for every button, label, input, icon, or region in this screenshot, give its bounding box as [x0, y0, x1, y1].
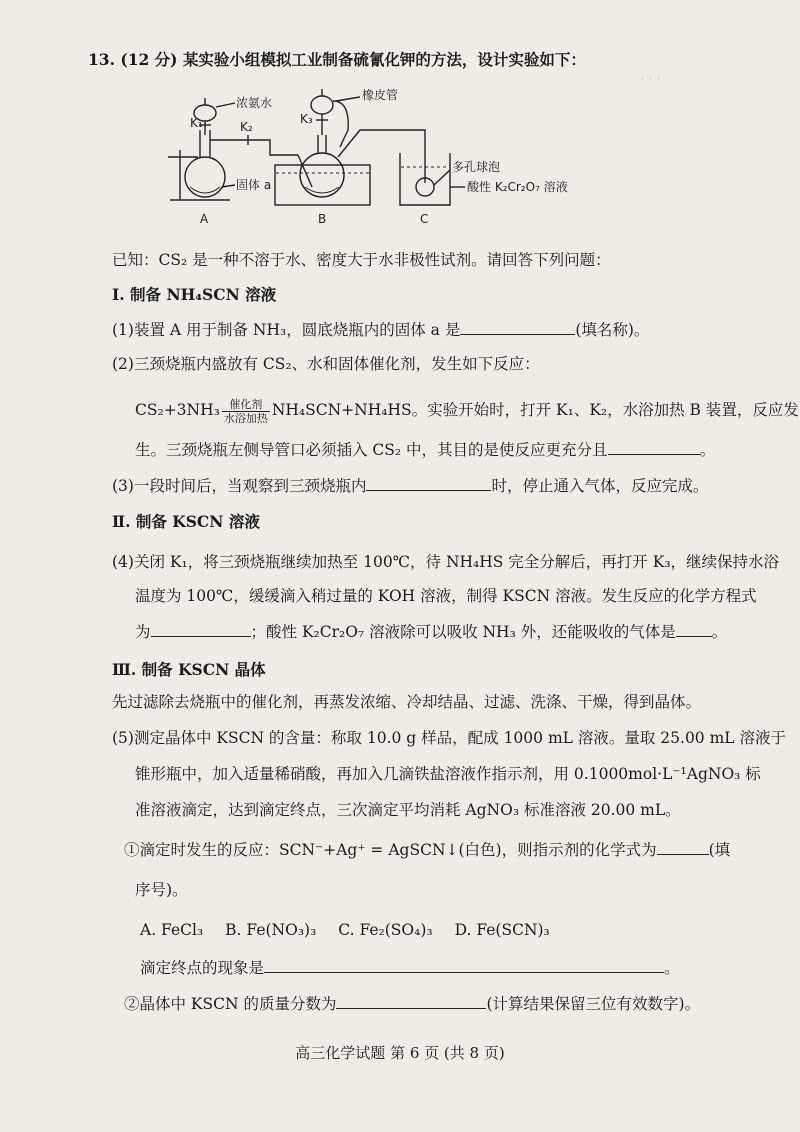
q5-1-suffix: (填 [708, 841, 731, 859]
q1-text: (1)装置 A 用于制备 NH₃，圆底烧瓶内的固体 a 是 [112, 321, 461, 339]
eq-products: NH₄SCN+NH₄HS。实验开始时，打开 K₁、K₂，水浴加热 B 装置，反应发 [271, 401, 799, 419]
answer-blank-5b[interactable] [264, 958, 664, 973]
label-porous-bulb: 多孔球泡 [452, 160, 501, 174]
question-5-1-cont: 序号)。 [135, 881, 188, 899]
label-a: A [200, 212, 209, 226]
eq-conditions [222, 398, 270, 425]
q3-text: (3)一段时间后，当观察到三颈烧瓶内 [112, 477, 367, 495]
label-c: C [420, 212, 429, 226]
section-3-title: Ⅲ. 制备 KSCN 晶体 [112, 660, 266, 679]
answer-blank-3[interactable] [366, 476, 491, 491]
separatory-funnel-b [311, 96, 333, 114]
question-4-line2: 温度为 100℃，缓缓滴入稍过量的 KOH 溶液，制得 KSCN 溶液。发生反应的化学方程式 [135, 587, 757, 605]
answer-blank-5c[interactable] [336, 994, 486, 1009]
label-k3: K₃ [300, 112, 313, 126]
reaction-equation [135, 396, 799, 424]
question-5-1 [124, 840, 730, 860]
question-5-line3: 准溶液滴定，达到滴定终点，三次滴定平均消耗 AgNO₃ 标准溶液 20.00 mL。 [135, 801, 681, 819]
label-acid-dichromate: 酸性 K₂Cr₂O₇ 溶液 [467, 180, 568, 194]
endpoint-text: 滴定终点的现象是 [140, 959, 265, 977]
question-4-line1: (4)关闭 K₁，将三颈烧瓶继续加热至 100℃，待 NH₄HS 完全分解后，再打开 K₃，继续保持水浴 [112, 553, 780, 571]
q3-suffix: 时，停止通入气体，反应完成。 [491, 477, 709, 495]
eq-reactants: CS₂+3NH₃ [135, 401, 220, 419]
answer-blank-4a[interactable] [151, 622, 251, 637]
known-info: 已知：CS₂ 是一种不溶于水、密度大于水非极性试剂。请回答下列问题： [112, 251, 611, 269]
section-2-title: Ⅱ. 制备 KSCN 溶液 [112, 512, 260, 531]
eq-heating: 水浴加热 [223, 411, 268, 425]
q5-2-suffix: (计算结果保留三位有效数字)。 [486, 995, 701, 1013]
label-k1: K₁ [190, 116, 203, 130]
outlet-tube [338, 130, 425, 183]
apparatus-diagram [150, 75, 570, 235]
delivery-tube [210, 140, 298, 155]
answer-blank-4b[interactable] [676, 622, 712, 637]
bleed-through: · · · [640, 72, 661, 87]
q4-text: ；酸性 K₂Cr₂O₇ 溶液除可以吸收 NH₃ 外，还能吸收的气体是 [250, 623, 676, 641]
q5-2-text: ②晶体中 KSCN 的质量分数为 [124, 995, 337, 1013]
round-bottom-flask [185, 157, 225, 197]
solid-a-fill [190, 187, 220, 193]
option-d[interactable]: D. Fe(SCN)₃ [454, 921, 550, 939]
option-c[interactable]: C. Fe₂(SO₄)₃ [338, 921, 433, 939]
q1-suffix: (填名称)。 [575, 321, 650, 339]
q2-suffix: 。 [699, 441, 716, 459]
label-solid-a: 固体 a [236, 178, 272, 192]
label-b: B [318, 212, 327, 226]
question-5-line2: 锥形瓶中，加入适量稀硝酸，再加入几滴铁盐溶液作指示剂，用 0.1000mol·L⁻¹AgNO₃ 标 [135, 765, 761, 783]
section-1-title: Ⅰ. 制备 NH₄SCN 溶液 [112, 285, 277, 304]
question-5-line1: (5)测定晶体中 KSCN 的含量：称取 10.0 g 样品，配成 1000 mL 溶液。量取 25.00 mL 溶液于 [112, 729, 787, 747]
option-b[interactable]: B. Fe(NO₃)₃ [225, 921, 317, 939]
question-5-2 [124, 994, 700, 1014]
question-2-intro: (2)三颈烧瓶内盛放有 CS₂、水和固体催化剂，发生如下反应： [112, 355, 540, 373]
question-4-line3 [135, 622, 727, 642]
section-3-text: 先过滤除去烧瓶中的催化剂，再蒸发浓缩、冷却结晶、过滤、洗涤、干燥，得到晶体。 [112, 693, 702, 711]
answer-blank-5a[interactable] [657, 840, 709, 855]
q4-prefix: 为 [135, 623, 151, 641]
endpoint-question [140, 958, 680, 978]
page-footer: 高三化学试题 第 6 页 (共 8 页) [295, 1044, 505, 1062]
q4-suffix: 。 [711, 623, 728, 641]
question-1 [112, 320, 649, 340]
question-header: 13. (12 分) 某实验小组模拟工业制备硫氰化钾的方法，设计实验如下： [88, 50, 586, 69]
endpoint-suffix: 。 [664, 959, 680, 977]
q5-1-text: ①滴定时发生的反应：SCN⁻+Ag⁺ = AgSCN↓(白色)，则指示剂的化学式为 [124, 841, 657, 859]
water-bath [275, 165, 370, 205]
question-3 [112, 476, 708, 496]
q2-text: 生。三颈烧瓶左侧导管口必须插入 CS₂ 中，其目的是使反应更充分且 [135, 441, 608, 459]
options-row [140, 920, 572, 940]
option-a[interactable]: A. FeCl₃ [140, 921, 204, 939]
eq-catalyst: 催化剂 [222, 398, 270, 412]
answer-blank-2[interactable] [608, 440, 700, 455]
label-rubber-tube: 橡皮管 [362, 88, 399, 102]
rubber-tube [333, 101, 348, 147]
question-2-purpose [135, 440, 715, 460]
label-ammonia: 浓氨水 [236, 96, 273, 110]
answer-blank-1[interactable] [460, 320, 575, 335]
label-k2: K₂ [240, 120, 253, 134]
